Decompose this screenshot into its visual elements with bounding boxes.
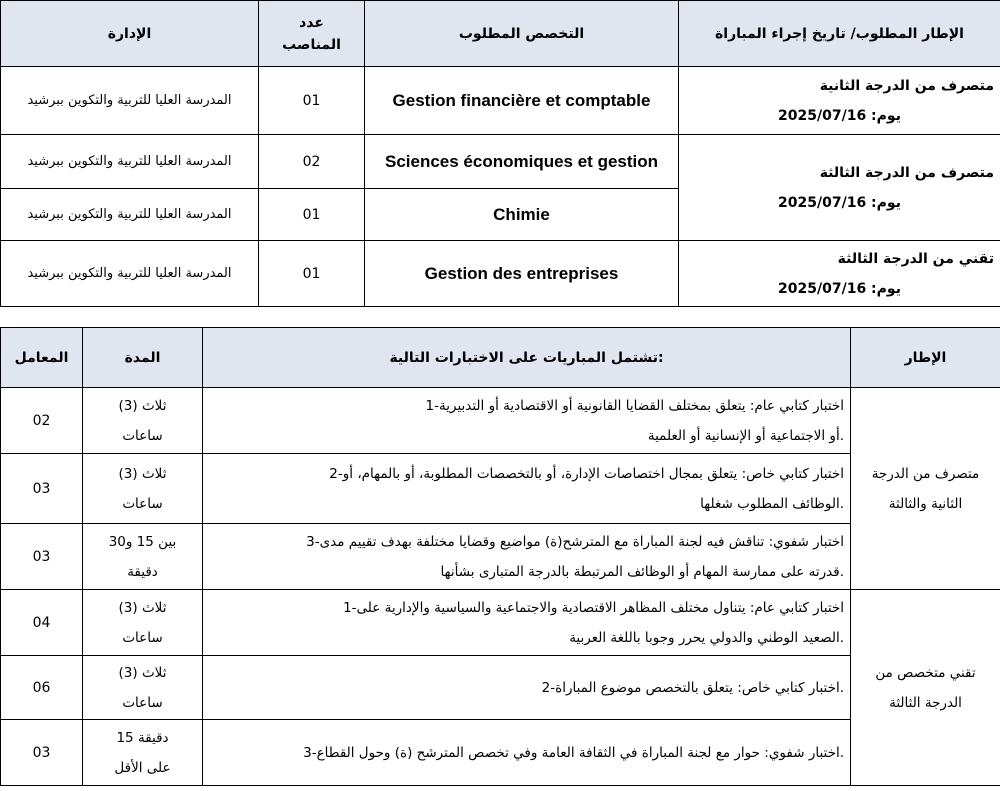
exam-date: يوم: 2025/07/16 [778,280,901,297]
table-row [1,524,1000,590]
duration-line2: ساعات [122,694,163,711]
positions-cell: 01 [259,241,365,307]
header-coefficient: المعامل [1,328,83,388]
header-tests: تشتمل المباريات على الاختبارات التالية: [203,328,851,388]
test-cell [203,590,851,656]
duration-line1: ثلاث (3) [118,397,167,414]
duration-cell [83,656,203,720]
duration-line2: على الأقل [114,759,171,776]
duration-line1: ثلاث (3) [118,664,167,681]
table-row [1,656,1000,720]
frame-label: متصرف من الدرجة الثانية [819,77,994,94]
positions-table [0,0,1000,307]
header-frame: الإطار [851,328,1000,388]
duration-cell [83,524,203,590]
duration-line2: دقيقة [127,563,158,580]
table-row [1,590,1000,656]
administration-cell: المدرسة العليا للتربية والتكوين ببرشيد [1,67,259,135]
duration-cell [83,388,203,454]
test-line2: الوظائف المطلوب شغلها. [700,495,844,512]
coefficient-cell: 04 [1,590,83,656]
test-line1: 2-اختبار كتابي خاص: يتعلق بمجال اختصاصات الإدارة، أو بالتخصصات المطلوبة، أو بالمهام، أو [329,465,844,482]
frame-line2: الدرجة الثالثة [889,694,962,711]
frame-date-cell [679,241,1000,307]
table-row [1,454,1000,524]
coefficient-cell: 03 [1,524,83,590]
specialty-cell: Chimie [365,189,679,241]
table-row [1,241,1000,307]
frame-label: متصرف من الدرجة الثالثة [819,164,994,181]
table-row [1,720,1000,786]
test-cell: 3-اختبار شفوي: حوار مع لجنة المباراة في الثقافة العامة وفي تخصص المترشح (ة) وحول القطاع. [203,720,851,786]
duration-line1: ثلاث (3) [118,465,167,482]
exam-date: يوم: 2025/07/16 [778,107,901,124]
header-administration: الإدارة [1,1,259,67]
header-positions [259,1,365,67]
duration-line2: ساعات [122,495,163,512]
duration-line1: بين 15 و30 [108,533,177,550]
coefficient-cell: 02 [1,388,83,454]
positions-cell: 01 [259,67,365,135]
exam-date: يوم: 2025/07/16 [778,194,901,211]
header-positions-line2: المناصب [282,36,341,53]
specialty-cell: Gestion financière et comptable [365,67,679,135]
administration-cell: المدرسة العليا للتربية والتكوين ببرشيد [1,241,259,307]
test-line2: الصعيد الوطني والدولي يحرر وجوبا باللغة العربية. [569,629,844,646]
frame-date-cell [679,67,1000,135]
header-frame-date: الإطار المطلوب/ تاريخ إجراء المباراة [679,1,1000,67]
administration-cell: المدرسة العليا للتربية والتكوين ببرشيد [1,135,259,189]
duration-cell [83,590,203,656]
table-row [1,135,1000,189]
test-line1: 1-اختبار كتابي عام: يتعلق بمختلف القضايا القانونية أو الاقتصادية أو التدبيرية [425,397,844,414]
duration-line1: ثلاث (3) [118,599,167,616]
header-specialty: التخصص المطلوب [365,1,679,67]
specialty-cell: Gestion des entreprises [365,241,679,307]
administration-cell: المدرسة العليا للتربية والتكوين ببرشيد [1,189,259,241]
frame-line2: الثانية والثالثة [888,495,963,512]
frame-cell [851,388,1000,590]
duration-cell [83,720,203,786]
frame-line1: متصرف من الدرجة [871,465,980,482]
duration-line2: ساعات [122,629,163,646]
coefficient-cell: 03 [1,454,83,524]
test-line1: 1-اختبار كتابي عام: يتناول مختلف المظاهر الاقتصادية والاجتماعية والسياسية والإدارية على [343,599,844,616]
table-row [1,67,1000,135]
header-duration: المدة [83,328,203,388]
duration-line2: ساعات [122,427,163,444]
frame-line1: تقني متخصص من [875,664,976,681]
test-line2: قدرته على ممارسة المهام أو الوظائف المرتبطة بالدرجة المتبارى بشأنها. [440,563,844,580]
test-cell: 2-اختبار كتابي خاص: يتعلق بالتخصص موضوع المباراة. [203,656,851,720]
exams-header-row [1,328,1000,388]
exams-table [0,327,1000,786]
specialty-cell: Sciences économiques et gestion [365,135,679,189]
test-cell [203,524,851,590]
test-line1: 3-اختبار شفوي: تناقش فيه لجنة المباراة مع المترشح(ة) مواضيع وقضايا مختلفة بهدف تقييم مدى [306,533,844,550]
header-positions-line1: عدد [299,14,324,31]
frame-date-cell [679,135,1000,241]
frame-label: تقني من الدرجة الثالثة [837,250,994,267]
positions-cell: 02 [259,135,365,189]
frame-cell [851,590,1000,786]
positions-header-row [1,1,1000,67]
test-line2: أو الاجتماعية أو الإنسانية أو العلمية. [647,427,844,444]
duration-cell [83,454,203,524]
test-cell [203,388,851,454]
positions-cell: 01 [259,189,365,241]
test-cell [203,454,851,524]
coefficient-cell: 03 [1,720,83,786]
coefficient-cell: 06 [1,656,83,720]
duration-line1: 15 دقيقة [116,729,169,746]
table-row [1,388,1000,454]
